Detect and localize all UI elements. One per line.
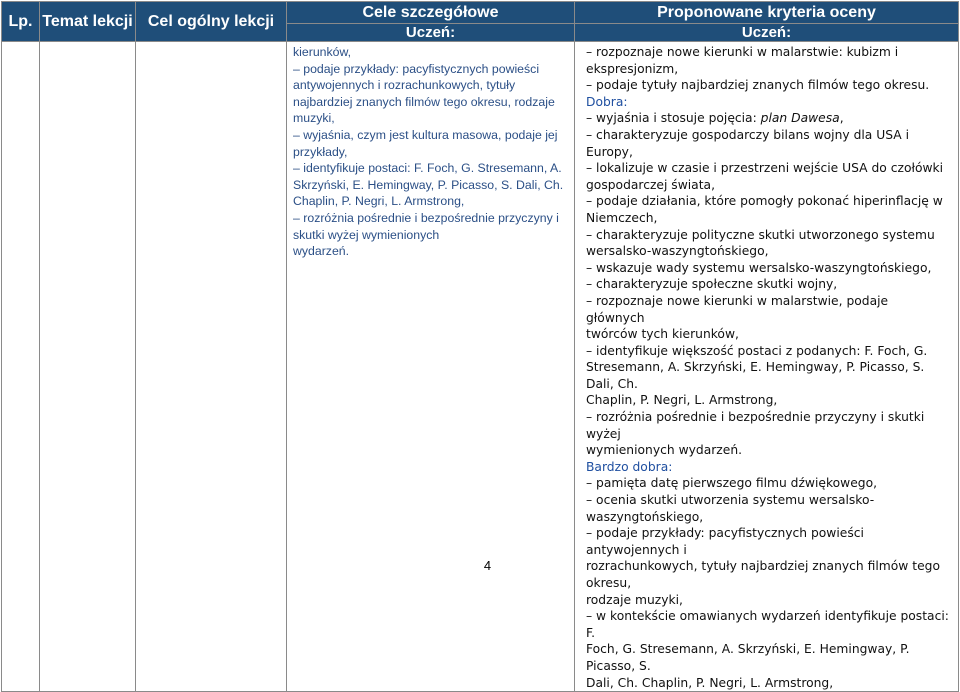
criteria-line-part: – wyjaśnia i stosuje pojęcia:	[586, 111, 761, 126]
header-kryteria: Proponowane kryteria oceny	[575, 2, 959, 24]
criteria-line: Chaplin, P. Negri, L. Armstrong,	[586, 393, 778, 408]
header-uczen-cele: Uczeń:	[287, 24, 575, 42]
cele-line: Chaplin, P. Negri, L. Armstrong,	[293, 194, 465, 209]
criteria-line: – charakteryzuje gospodarczy bilans wojny dla USA i Europy,	[586, 127, 910, 159]
criteria-line: rozrachunkowych, tytuły najbardziej znanych filmów tego okresu,	[586, 559, 940, 590]
criteria-line: – podaje działania, które pomogły pokonać hiperinflację w	[586, 194, 943, 209]
criteria-line: gospodarczej świata,	[586, 177, 715, 192]
criteria-line: – charakteryzuje polityczne skutki utworzonego systemu	[586, 227, 935, 242]
criteria-line: wymienionych wydarzeń.	[586, 443, 743, 458]
cell-lp	[2, 42, 40, 692]
criteria-line: wersalsko-waszyngtońskiego,	[586, 244, 769, 259]
criteria-line: – pamięta datę pierwszego filmu dźwiękowego,	[586, 476, 878, 491]
criteria-line: – identyfikuje większość postaci z podanych: F. Foch, G.	[586, 343, 928, 358]
lesson-plan-table	[1, 1, 959, 692]
cele-line: – wyjaśnia, czym jest kultura masowa, podaje jej	[293, 127, 558, 142]
cell-kryteria	[575, 42, 959, 692]
cell-cel-ogolny	[136, 42, 287, 692]
criteria-line: – podaje przykłady: pacyfistycznych powieści antywojennych i	[586, 526, 864, 557]
cele-line: skutki wyżej wymienionych	[293, 227, 440, 242]
cele-line: – rozróżnia pośrednie i bezpośrednie przyczyny i	[293, 210, 559, 225]
cele-line: muzyki,	[293, 111, 335, 126]
criteria-line-part: ,	[839, 111, 844, 126]
criteria-line: – wskazuje wady systemu wersalsko-waszyngtońskiego,	[586, 260, 932, 275]
header-lp: Lp.	[2, 2, 40, 42]
page-number: 4	[483, 558, 492, 573]
header-cel-ogolny-label: Cel ogólny lekcji	[147, 13, 275, 30]
criteria-level-heading: Bardzo dobra:	[586, 459, 673, 474]
criteria-line: Stresemann, A. Skrzyński, E. Hemingway, P. Picasso, S. Dali, Ch.	[586, 360, 925, 391]
criteria-line: rodzaje muzyki,	[586, 592, 683, 607]
criteria-line: – rozpoznaje nowe kierunki w malarstwie, podaje głównych	[586, 293, 889, 325]
cele-line: – podaje przykłady: pacyfistycznych powieści	[293, 61, 540, 76]
criteria-line: – rozpoznaje nowe kierunki w malarstwie: kubizm i	[586, 45, 899, 59]
criteria-line: – ocenia skutki utworzenia systemu wersalsko-waszyngtońskiego,	[586, 493, 875, 524]
criteria-line: – podaje tytuły najbardziej znanych filmów tego okresu.	[586, 78, 930, 93]
criteria-line: Foch, G. Stresemann, A. Skrzyński, E. Hemingway, P. Picasso, S.	[586, 642, 910, 673]
cele-line: wydarzeń.	[293, 244, 350, 259]
cell-cele-szczegolowe	[287, 42, 575, 692]
header-temat-lekcji: Temat lekcji	[40, 2, 136, 42]
kryteria-text	[575, 42, 958, 691]
cele-line: przykłady,	[293, 144, 348, 159]
criteria-line: – rozróżnia pośrednie i bezpośrednie przyczyny i skutki wyżej	[586, 410, 925, 441]
header-cele-szczegolowe: Cele szczegółowe	[287, 2, 575, 24]
criteria-line: ekspresjonizm,	[586, 61, 679, 76]
cele-line: Skrzyński, E. Hemingway, P. Picasso, S. Dali, Ch.	[293, 177, 564, 192]
cele-line: antywojennych i rozrachunkowych, tytuły	[293, 78, 516, 93]
criteria-line	[586, 110, 950, 127]
header-cel-ogolny	[136, 2, 287, 42]
cele-szczegolowe-text	[287, 42, 574, 260]
criteria-line: twórców tych kierunków,	[586, 327, 739, 342]
header-uczen-kryteria: Uczeń:	[575, 24, 959, 42]
criteria-line: – w kontekście omawianych wydarzeń identyfikuje postaci: F.	[586, 609, 949, 640]
criteria-level-heading: Dobra:	[586, 94, 628, 109]
criteria-line: – charakteryzuje społeczne skutki wojny,	[586, 277, 838, 292]
cele-line: – identyfikuje postaci: F. Foch, G. Stresemann, A.	[293, 161, 562, 176]
criteria-line: Dali, Ch. Chaplin, P. Negri, L. Armstrong,	[586, 675, 834, 690]
cele-line: najbardziej znanych filmów tego okresu, rodzaje	[293, 94, 555, 109]
cele-line: kierunków,	[293, 45, 352, 59]
criteria-line: Niemczech,	[586, 210, 658, 225]
cell-temat	[40, 42, 136, 692]
criteria-line: – lokalizuje w czasie i przestrzeni wejście USA do czołówki	[586, 161, 944, 176]
criteria-term: plan Dawesa	[760, 111, 840, 126]
